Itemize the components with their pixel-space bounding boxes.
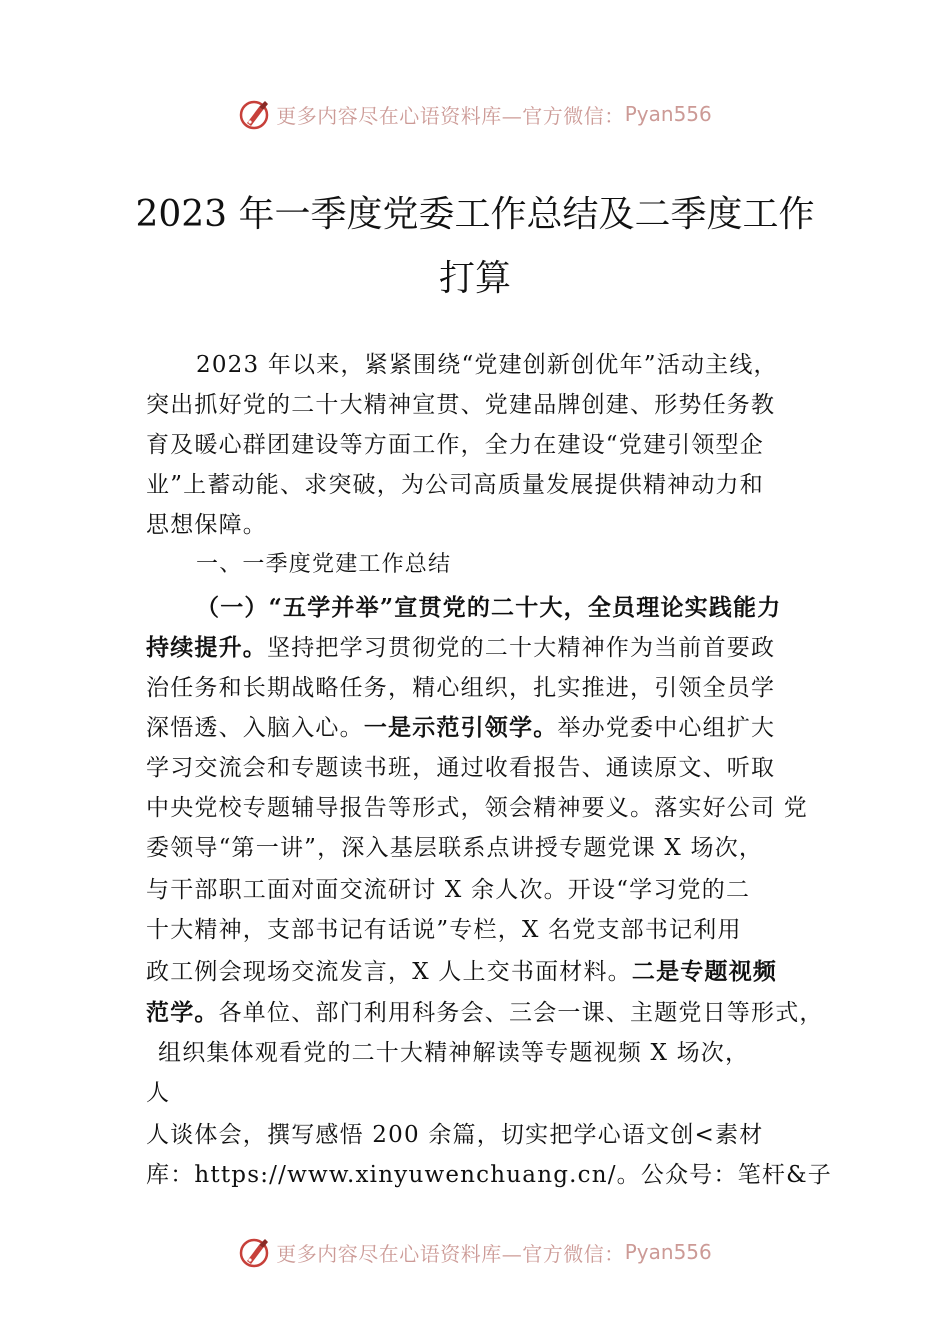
paragraph-line: 思想保障。 [146, 512, 267, 538]
paragraph-line: 库：https://www.xinyuwenchuang.cn/。公众号：笔杆&子 [146, 1162, 832, 1188]
emphasis-text: 一是示范引领学。 [363, 714, 558, 741]
paragraph-line [146, 633, 775, 663]
paragraph-line: 人谈体会，撰写感悟 200 余篇，切实把学心语文创<素材 [146, 1122, 764, 1148]
watermark-text: 更多内容尽在心语资料库—官方微信： [276, 103, 625, 128]
document-title-line-2: 打算 [438, 258, 511, 299]
paragraph-line: 突出抓好党的二十大精神宣贯、党建品牌创建、形势任务教 [146, 392, 776, 418]
paragraph-line: 2023 年以来，紧紧围绕“党建创新创优年”活动主线， [196, 352, 778, 378]
paragraph-line [146, 957, 777, 987]
paragraph-text: 举办党委中心组扩大 [557, 715, 776, 741]
subsection-heading-continued: 持续提升。 [146, 634, 267, 661]
subsection-heading: （一）“五学并举”宣贯党的二十大，全员理论实践能力 [196, 594, 782, 621]
paragraph-text: 政工例会现场交流发言，X 人上交书面材料。 [146, 959, 632, 985]
section-heading: 一、一季度党建工作总结 [196, 552, 452, 577]
pen-logo-icon [238, 97, 272, 131]
paragraph-line: 与干部职工面对面交流研讨 X 余人次。开设“学习党的二 [146, 877, 751, 903]
paragraph-text: 坚持把学习贯彻党的二十大精神作为当前首要政 [267, 635, 776, 661]
paragraph-text: 各单位、部门利用科务会、三会一课、主题党日等形式， [218, 1000, 824, 1026]
watermark-banner-bottom [0, 1232, 950, 1272]
paragraph-line: 十大精神，支部书记有话说”专栏，X 名党支部书记利用 [146, 917, 742, 943]
watermark-wechat-id: Pyan556 [624, 1240, 712, 1264]
paragraph-line [146, 713, 775, 743]
paragraph-line: 学习交流会和专题读书班，通过收看报告、通读原文、听取 [146, 755, 776, 781]
emphasis-text: 范学。 [146, 999, 219, 1026]
watermark-text: 更多内容尽在心语资料库—官方微信： [276, 1241, 625, 1266]
paragraph-line [146, 998, 824, 1028]
paragraph-line: 中央党校专题辅导报告等形式，领会精神要义。落实好公司 党 [146, 795, 808, 821]
paragraph-line: 人 [146, 1080, 171, 1106]
document-title-line-1: 2023 年一季度党委工作总结及二季度工作 [135, 194, 815, 235]
paragraph-line: 育及暖心群团建设等方面工作，全力在建设“党建引领型企 [146, 432, 764, 458]
paragraph-line: 业”上蓄动能、求突破，为公司高质量发展提供精神动力和 [146, 472, 764, 498]
paragraph-text: 深悟透、入脑入心。 [146, 715, 364, 741]
paragraph-line: 组织集体观看党的二十大精神解读等专题视频 X 场次， [158, 1040, 750, 1066]
emphasis-text: 二是专题视频 [631, 958, 778, 985]
watermark-banner-top [0, 94, 950, 134]
pen-logo-icon [238, 1235, 272, 1269]
watermark-wechat-id: Pyan556 [624, 102, 712, 126]
paragraph-line: 委领导“第一讲”，深入基层联系点讲授专题党课 X 场次， [146, 835, 764, 861]
paragraph-line: 治任务和长期战略任务，精心组织，扎实推进，引领全员学 [146, 675, 776, 701]
